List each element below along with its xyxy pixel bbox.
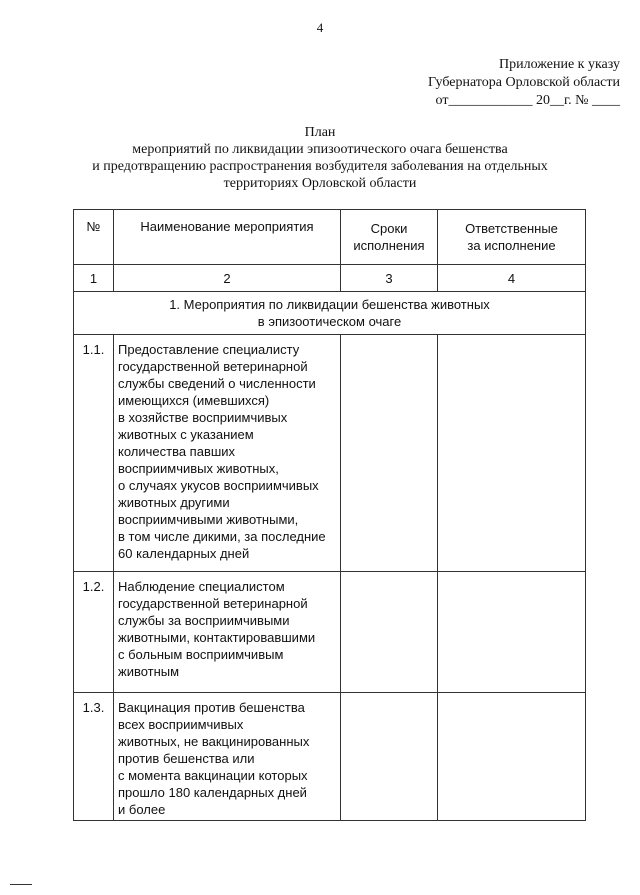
activity-description [114, 693, 341, 821]
section-line: в эпизоотическом очаге [257, 314, 402, 329]
description-line: в том числе дикими, за последние [118, 529, 326, 544]
description-line: Предоставление специалисту [118, 342, 300, 357]
header-deadline [341, 210, 438, 265]
header-text: № [86, 219, 101, 234]
description-line: всех восприимчивых [118, 717, 244, 732]
appendix-reference [380, 56, 620, 110]
header-number [74, 210, 114, 265]
description-line: в хозяйстве восприимчивых [118, 410, 288, 425]
deadline-cell [341, 693, 438, 821]
margin-line-mark [10, 884, 32, 885]
header-text: исполнения [353, 238, 425, 253]
description-line: восприимчивых животных, [118, 461, 279, 476]
description-line: 60 календарных дней [118, 546, 250, 561]
description-line: животных другими [118, 495, 230, 510]
description-line: количества павших [118, 444, 236, 459]
section-row [74, 292, 586, 335]
description-line: прошло 180 календарных дней [118, 785, 307, 800]
row-number: 1.1. [74, 335, 114, 572]
title-line: и предотвращению распространения возбудителя заболевания на отдельных [92, 159, 548, 174]
title-line: мероприятий по ликвидации эпизоотического очага бешенства [132, 142, 508, 157]
table-row [74, 335, 586, 572]
deadline-cell [341, 572, 438, 693]
header-text: Наименование мероприятия [140, 219, 314, 234]
column-number: 2 [114, 265, 341, 292]
page-number: 4 [316, 20, 324, 35]
appendix-line: Губернатора Орловской области [427, 75, 620, 90]
description-line: с больным восприимчивым [118, 647, 284, 662]
description-line: восприимчивыми животными, [118, 512, 299, 527]
section-heading [74, 292, 586, 335]
description-line: против бешенства или [118, 751, 255, 766]
appendix-line: Приложение к указу [499, 57, 620, 72]
responsible-cell [438, 572, 586, 693]
column-numbers-row [74, 265, 586, 292]
title-line: территориях Орловской области [223, 176, 417, 191]
plan-table [73, 209, 586, 821]
description-line: животных, не вакцинированных [118, 734, 310, 749]
description-line: животных с указанием [118, 427, 254, 442]
responsible-cell [438, 335, 586, 572]
activity-description [114, 572, 341, 693]
description-line: животными, контактировавшими [118, 630, 316, 645]
description-line: государственной ветеринарной [118, 596, 308, 611]
section-line: 1. Мероприятия по ликвидации бешенства животных [169, 297, 490, 312]
deadline-cell [341, 335, 438, 572]
description-line: имеющихся (имевшихся) [118, 393, 270, 408]
description-line: Наблюдение специалистом [118, 579, 285, 594]
description-line: о случаях укусов восприимчивых [118, 478, 319, 493]
description-line: животным [118, 664, 180, 679]
activity-description [114, 335, 341, 572]
description-line: службы за восприимчивыми [118, 613, 290, 628]
description-line: и более [118, 802, 166, 817]
description-line: службы сведений о численности [118, 376, 316, 391]
column-number: 4 [438, 265, 586, 292]
table-row [74, 572, 586, 693]
table-header-row [74, 210, 586, 265]
row-number: 1.2. [74, 572, 114, 693]
document-title [60, 124, 580, 192]
header-responsible [438, 210, 586, 265]
column-number: 1 [74, 265, 114, 292]
description-line: Вакцинация против бешенства [118, 700, 305, 715]
appendix-line: от____________ 20__г. № ____ [435, 93, 620, 108]
column-number: 3 [341, 265, 438, 292]
row-number: 1.3. [74, 693, 114, 821]
description-line: государственной ветеринарной [118, 359, 308, 374]
responsible-cell [438, 693, 586, 821]
description-line: с момента вакцинации которых [118, 768, 308, 783]
header-text: за исполнение [467, 238, 556, 253]
header-text: Ответственные [465, 221, 558, 236]
header-activity-name [114, 210, 341, 265]
table-row [74, 693, 586, 821]
title-line: План [304, 125, 336, 140]
header-text: Сроки [370, 221, 408, 236]
